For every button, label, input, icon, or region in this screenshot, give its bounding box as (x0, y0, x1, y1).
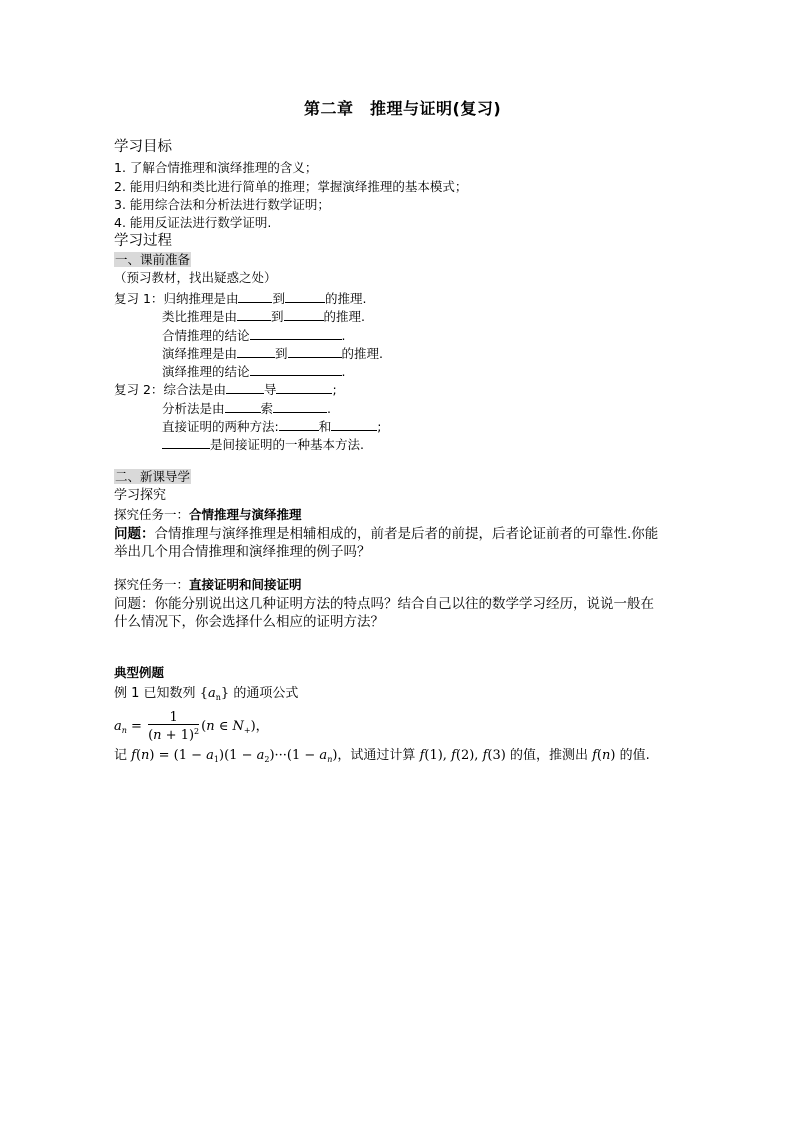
fill-blank[interactable] (279, 418, 319, 431)
fill-blank[interactable] (250, 363, 342, 376)
values-notation: f(1), f(2), f(3) (419, 748, 506, 763)
example1-line1: 例 1 已知数列 $\{a_n\}$ 的通项公式 (114, 686, 299, 702)
review2-label: 复习 2： (114, 382, 164, 397)
examples-heading: 典型例题 (114, 665, 165, 680)
explore-heading: 学习探究 (114, 488, 167, 503)
section-new-label: 二、新课导学 (115, 469, 191, 484)
task1-title: 探究任务一：合情推理与演绎推理 (114, 507, 302, 522)
goal-item: 2. 能用归纳和类比进行简单的推理；掌握演绎推理的基本模式； (114, 179, 468, 194)
task1-question-line1: 问题：合情推理与演绎推理是相辅相成的，前者是后者的前提，后者论证前者的可靠性.你能 (114, 526, 659, 542)
review2-line3: 直接证明的两种方法: 和 ; (162, 419, 382, 434)
sequence-notation: $\{a_n\}$ (199, 686, 230, 702)
review2-line1: 复习 2：综合法是由 导 ; (114, 382, 337, 397)
fill-blank[interactable] (285, 290, 325, 303)
review1-line3: 合情推理的结论 . (162, 328, 346, 343)
fill-blank[interactable] (284, 308, 324, 321)
review1-line2: 类比推理是由 到 的推理. (162, 309, 366, 324)
review1-line4: 演绎推理是由 到 的推理. (162, 346, 384, 361)
fill-blank[interactable] (237, 345, 275, 358)
fill-blank[interactable] (288, 345, 342, 358)
fill-blank[interactable] (273, 400, 327, 413)
page-title: 第二章 推理与证明(复习) (304, 99, 502, 118)
product-formula: $f(n) = (1 - a_1)(1 - a_2)\cdot\cdot\cdot(1 - a_n)$ (131, 748, 338, 764)
fill-blank[interactable] (226, 381, 264, 394)
fill-blank[interactable] (276, 381, 332, 394)
fill-blank[interactable] (238, 290, 272, 303)
goal-item: 3. 能用综合法和分析法进行数学证明； (114, 197, 330, 212)
goals-heading: 学习目标 (114, 139, 172, 155)
task1-question-line2: 举出几个用合情推理和演绎推理的例子吗？ (114, 544, 371, 560)
task2-question-line2: 什么情况下，你会选择什么相应的证明方法？ (114, 614, 384, 630)
review1-label: 复习 1： (114, 291, 164, 306)
review2-line4: 是间接证明的一种基本方法. (162, 436, 364, 453)
task2-question-line1: 问题：你能分别说出这几种证明方法的特点吗？结合自己以往的数学学习经历，说说一般在 (114, 596, 654, 612)
fill-blank[interactable] (225, 400, 261, 413)
section-prep-label: 一、课前准备 (115, 252, 191, 267)
fill-blank[interactable] (237, 308, 271, 321)
review1-line5: 演绎推理的结论 . (162, 364, 346, 379)
fill-blank[interactable] (162, 436, 210, 449)
review1-line1: 复习 1：归纳推理是由 到 的推理. (114, 291, 367, 306)
fill-blank[interactable] (250, 327, 342, 340)
goal-item: 4. 能用反证法进行数学证明. (114, 215, 272, 230)
example1-line3: 记 $f(n) = (1 - a_1)(1 - a_2)\cdot\cdot\cdot(1 - a_n)$，试通过计算 f(1), f(2), f(3) 的值，推测出 f(n) 的值. (114, 748, 650, 764)
task2-title: 探究任务一：直接证明和间接证明 (114, 577, 302, 592)
goal-item: 1. 了解合情推理和演绎推理的含义； (114, 160, 318, 175)
fraction: $\frac{1}{(n + 1)^2}$ (148, 709, 200, 743)
process-heading: 学习过程 (114, 233, 172, 249)
fill-blank[interactable] (331, 418, 377, 431)
review2-line2: 分析法是由 索 . (162, 401, 332, 416)
fn-notation: f(n) (592, 748, 616, 763)
prep-note: （预习教材，找出疑惑之处） (114, 270, 277, 285)
example1-formula: $a_n$ = $\frac{1}{(n + 1)^2}$ (n ∈ $N_+$)， (114, 709, 269, 743)
section-new-heading (114, 469, 191, 485)
section-prep-heading (114, 252, 191, 268)
